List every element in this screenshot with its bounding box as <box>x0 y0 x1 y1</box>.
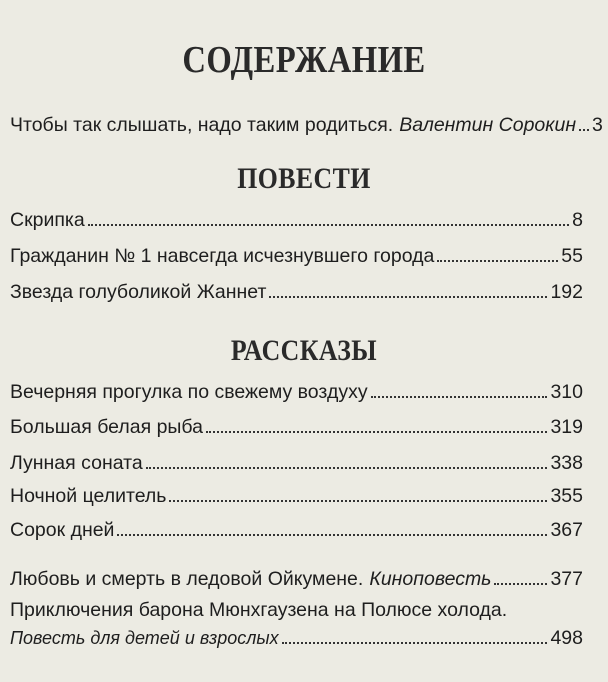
entry-page: 355 <box>550 485 583 507</box>
toc-entry <box>10 450 583 476</box>
entry-page: 498 <box>550 627 583 649</box>
dot-leader <box>88 224 569 226</box>
entry-page: 338 <box>550 452 583 474</box>
entry-title: Большая белая рыба <box>10 416 203 438</box>
entry-title: Сорок дней <box>10 519 115 541</box>
entry-page: 8 <box>572 209 583 231</box>
entry-title: Звезда голуболикой Жаннет <box>10 281 267 303</box>
section-heading-stories: РАССКАЗЫ <box>230 334 378 367</box>
entry-title: Любовь и смерть в ледовой Ойкумене. <box>10 568 364 590</box>
toc-entry <box>10 379 583 405</box>
toc-entry <box>10 207 583 233</box>
entry-title: Вечерняя прогулка по свежему воздуху <box>10 381 368 403</box>
entry-page: 55 <box>561 245 583 267</box>
dot-leader <box>206 431 547 433</box>
entry-title: Скрипка <box>10 209 85 231</box>
entry-page: 319 <box>550 416 583 438</box>
entry-title: Лунная соната <box>10 452 143 474</box>
dot-leader <box>371 396 548 398</box>
dot-leader <box>146 467 548 469</box>
dot-leader <box>437 260 558 262</box>
toc-entry-film-novella <box>10 566 583 592</box>
entry-title: Ночной целитель <box>10 485 167 507</box>
entry-title: Чтобы так слышать, надо таким родиться. <box>10 114 394 136</box>
dot-leader <box>269 296 547 298</box>
entry-page: 377 <box>550 568 583 590</box>
section-heading-novellas: ПОВЕСТИ <box>237 162 371 195</box>
dot-leader <box>169 500 547 502</box>
entry-page: 192 <box>550 281 583 303</box>
dot-leader <box>117 534 547 536</box>
toc-entry-intro <box>10 112 603 138</box>
entry-page: 310 <box>550 381 583 403</box>
dot-leader <box>494 583 547 585</box>
toc-entry-children-novella <box>10 625 583 651</box>
entry-title-line: Приключения барона Мюнхгаузена на Полюсе холода. <box>10 599 508 621</box>
toc-entry <box>10 517 583 543</box>
entry-subtitle: Повесть для детей и взрослых <box>10 628 279 648</box>
entry-page: 3 <box>592 114 603 136</box>
toc-entry <box>10 483 583 509</box>
dot-leader <box>579 129 589 131</box>
entry-title: Гражданин № 1 навсегда исчезнувшего города <box>10 245 435 267</box>
entry-genre-note: Киноповесть <box>369 568 492 590</box>
toc-entry <box>10 279 583 305</box>
toc-entry <box>10 414 583 440</box>
entry-author: Валентин Сорокин <box>399 114 577 136</box>
entry-page: 367 <box>550 519 583 541</box>
dot-leader <box>282 642 548 644</box>
page-title: СОДЕРЖАНИЕ <box>182 39 426 81</box>
toc-entry <box>10 243 583 269</box>
